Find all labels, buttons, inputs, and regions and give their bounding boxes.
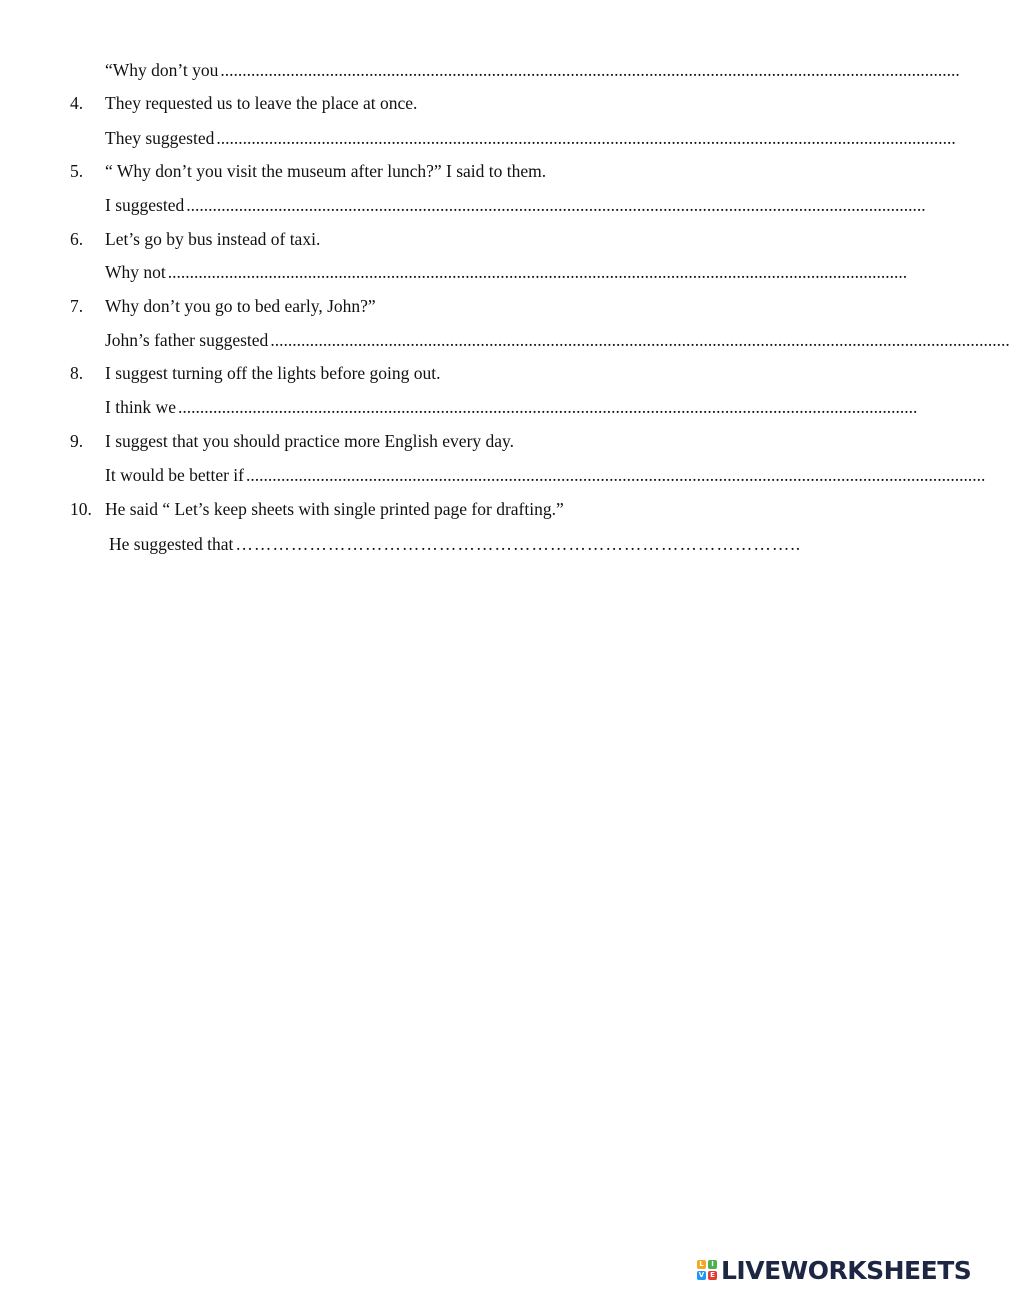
answer-lead-8: I think we <box>105 397 176 417</box>
question-5 <box>0 156 1000 186</box>
question-number-5: 5. <box>70 161 84 181</box>
logo-text: LIVEWORKSHEETS <box>721 1255 972 1285</box>
answer-blank-8[interactable]: ......................................................................................................................................................................... <box>177 397 918 417</box>
question-prompt-9: I suggest that you should practice more English every day. <box>105 431 515 451</box>
answer-lead-10: He suggested that <box>109 534 234 554</box>
question-9 <box>0 426 1000 456</box>
answer-blank-5[interactable]: ......................................................................................................................................................................... <box>186 195 926 215</box>
logo-blocks-icon <box>697 1260 717 1280</box>
question-prompt-8: I suggest turning off the lights before going out. <box>105 363 441 383</box>
answer-line-10 <box>0 529 1000 559</box>
answer-field-4[interactable] <box>105 123 956 153</box>
question-number-8: 8. <box>70 363 84 383</box>
question-8 <box>0 358 1000 388</box>
answer-blank-6[interactable]: ......................................................................................................................................................................... <box>167 262 908 282</box>
question-number-4: 4. <box>70 93 84 113</box>
answer-blank-7[interactable]: ......................................................................................................................................................................... <box>270 330 1010 350</box>
question-number-10: 10. <box>70 499 92 519</box>
answer-blank-10[interactable]: ……………………………………………………………………………….. <box>235 534 802 554</box>
logo-block-v: V <box>698 1271 705 1279</box>
answer-line-6 <box>0 257 1000 287</box>
question-prompt-4: They requested us to leave the place at once. <box>105 93 418 113</box>
answer-lead-7: John’s father suggested <box>105 330 269 350</box>
answer-lead-4: They suggested <box>105 128 215 148</box>
logo-block-i: I <box>708 1260 717 1269</box>
answer-line-4 <box>0 123 1000 153</box>
question-number-6: 6. <box>70 229 84 249</box>
answer-line-3 <box>0 55 1000 85</box>
answer-field-3[interactable] <box>105 55 960 85</box>
question-number-7: 7. <box>70 296 84 316</box>
question-prompt-10: He said “ Let’s keep sheets with single printed page for drafting.” <box>105 499 564 519</box>
answer-blank-9[interactable]: ......................................................................................................................................................................... <box>245 465 986 485</box>
question-4 <box>0 88 1000 118</box>
answer-lead-9: It would be better if <box>105 465 244 485</box>
question-prompt-7: Why don’t you go to bed early, John?” <box>105 296 376 316</box>
liveworksheets-logo <box>697 1256 971 1284</box>
answer-field-10[interactable] <box>109 529 846 559</box>
answer-line-8 <box>0 392 1000 422</box>
answer-blank-4[interactable]: ......................................................................................................................................................................... <box>216 128 956 148</box>
question-number-9: 9. <box>70 431 84 451</box>
answer-field-5[interactable] <box>105 190 926 220</box>
answer-lead-5: I suggested <box>105 195 185 215</box>
answer-line-7 <box>0 325 1010 355</box>
question-6 <box>0 224 1000 254</box>
question-prompt-5: “ Why don’t you visit the museum after lunch?” I said to them. <box>105 161 547 181</box>
answer-line-9 <box>0 460 1000 490</box>
answer-field-6[interactable] <box>105 257 908 287</box>
answer-field-8[interactable] <box>105 392 918 422</box>
question-10 <box>0 494 1000 524</box>
answer-field-7[interactable] <box>105 325 1010 355</box>
question-7 <box>0 291 1000 321</box>
question-prompt-6: Let’s go by bus instead of taxi. <box>105 229 321 249</box>
logo-block-e: E <box>708 1271 717 1280</box>
answer-field-9[interactable] <box>105 460 986 490</box>
answer-lead-6: Why not <box>105 262 166 282</box>
answer-blank-3[interactable]: ......................................................................................................................................................................... <box>220 60 960 80</box>
logo-block-l: L <box>697 1260 706 1269</box>
answer-line-5 <box>0 190 1000 220</box>
answer-lead-3: “Why don’t you <box>105 60 219 80</box>
